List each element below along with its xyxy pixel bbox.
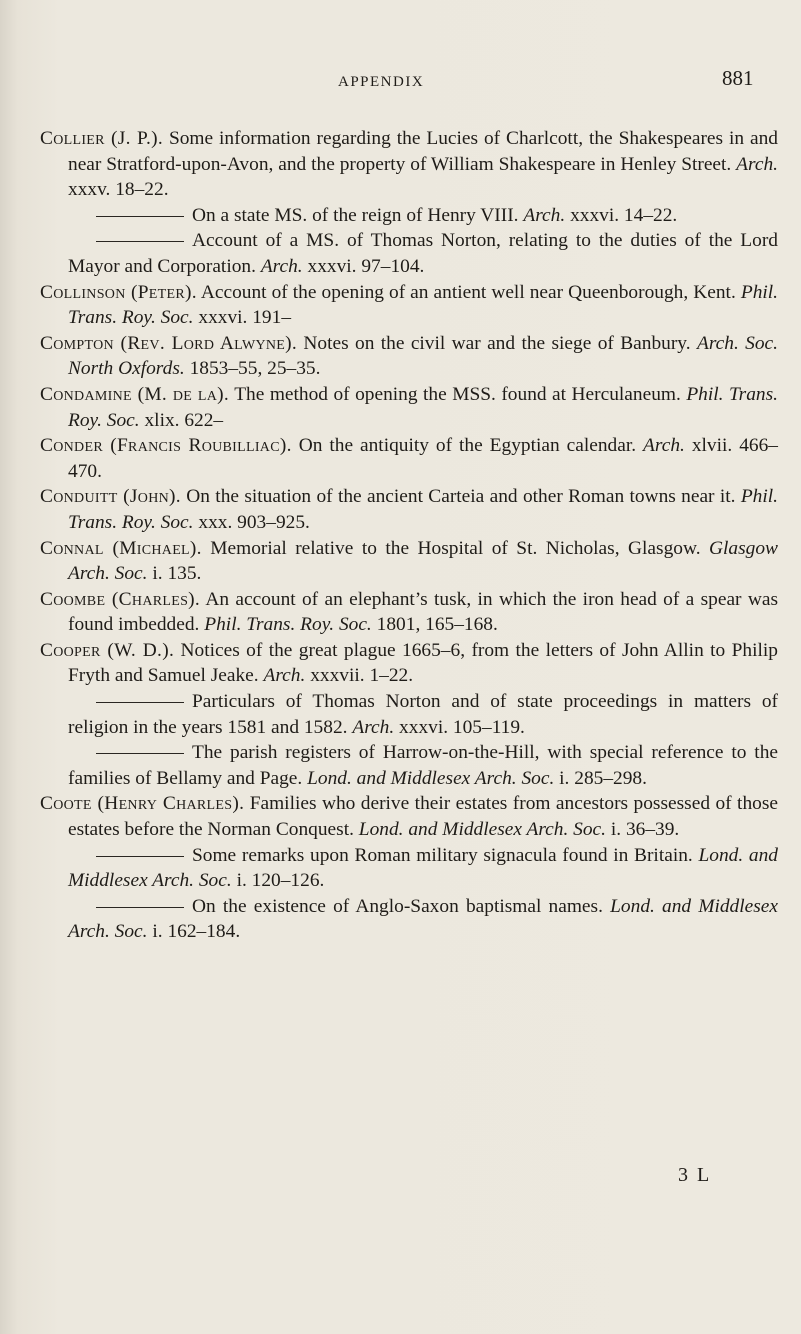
bibliography-entry: [40, 791, 778, 842]
ditto-rule: [96, 856, 184, 857]
entry-reference: i. 120–126.: [236, 870, 325, 892]
entry-title: The method of opening the MSS. found at Herculaneum.: [234, 383, 681, 405]
ditto-rule: [96, 241, 184, 242]
bibliography-entry: [40, 894, 778, 945]
bibliography-entry: [40, 484, 778, 535]
entry-source: Arch.: [523, 204, 566, 226]
ditto-rule: [96, 702, 184, 703]
entry-author: Cooper (W. D.).: [40, 639, 175, 661]
entry-author: Conduitt (John).: [40, 486, 181, 508]
page-number: 881: [722, 66, 754, 90]
entry-author: Collinson (Peter).: [40, 281, 197, 303]
entry-source: Arch.: [736, 153, 778, 175]
ditto-rule: [96, 753, 184, 754]
entry-reference: xxx. 903–925.: [198, 511, 310, 533]
bibliography-entry: [40, 740, 778, 791]
entry-source: Arch.: [643, 435, 685, 457]
entry-title: On the antiquity of the Egyptian calendar.: [298, 435, 637, 457]
entry-reference: 1853–55, 25–35.: [189, 358, 321, 380]
entry-title: Memorial relative to the Hospital of St. Nicholas, Glasgow.: [210, 537, 701, 559]
entry-source: Phil. Trans. Roy. Soc.: [68, 281, 779, 329]
entry-author: Connal (Michael).: [40, 537, 202, 559]
bibliography-entry: [40, 536, 778, 587]
entry-title: Notes on the civil war and the siege of Banbury.: [303, 332, 691, 354]
entry-title: Some remarks upon Roman military signacula found in Britain.: [192, 844, 693, 866]
entry-source: Glasgow Arch. Soc.: [68, 537, 778, 585]
entry-reference: xlix. 622–: [144, 409, 224, 431]
bibliography-entry: [40, 587, 778, 638]
entry-reference: i. 285–298.: [559, 767, 647, 789]
bibliography-entry: [40, 331, 778, 382]
bibliography-entry: [40, 689, 778, 740]
entry-source: Phil. Trans. Roy. Soc.: [204, 614, 372, 636]
signature-mark: 3 L: [678, 1164, 712, 1186]
bibliography-entry: [40, 843, 778, 894]
bibliography-entry: [40, 228, 778, 279]
entry-author: Compton (Rev. Lord Alwyne).: [40, 332, 298, 354]
entry-author: Coombe (Charles).: [40, 588, 201, 610]
entry-source: Arch.: [260, 255, 303, 277]
entry-reference: i. 162–184.: [152, 921, 241, 943]
entry-reference: i. 36–39.: [610, 819, 680, 841]
entry-author: Collier (J. P.).: [40, 128, 163, 149]
entry-title: On the situation of the ancient Carteia and other Roman towns near it.: [186, 486, 736, 508]
bibliography-entry: [40, 280, 778, 331]
entry-reference: i. 135.: [152, 563, 202, 585]
entry-reference: xxxvi. 105–119.: [399, 716, 525, 738]
entry-title: On the existence of Anglo-Saxon baptismal names.: [192, 895, 603, 917]
bibliography-entry: [40, 638, 778, 689]
entry-source: Arch. Soc. North Oxfords.: [68, 332, 778, 380]
entry-reference: xxxv. 18–22.: [68, 179, 169, 201]
bibliography-entry: [40, 126, 778, 203]
entry-title: An account of an elephant’s tusk, in which the iron head of a spear was found imbedded.: [68, 588, 778, 636]
ditto-rule: [96, 216, 184, 217]
ditto-rule: [96, 907, 184, 908]
entry-source: Phil. Trans. Roy. Soc.: [68, 383, 778, 431]
entry-reference: xxxvi. 14–22.: [570, 204, 678, 226]
entry-author: Conder (Francis Roubilliac).: [40, 435, 292, 457]
bibliography-list: [40, 126, 778, 945]
entry-source: Arch.: [352, 716, 395, 738]
entry-source: Arch.: [263, 665, 306, 687]
entry-source: Lond. and Middlesex Arch. Soc.: [358, 819, 606, 841]
entry-title: Families who derive their estates from ancestors possessed of those estates before the Norman Conquest.: [68, 793, 778, 841]
entry-title: Notices of the great plague 1665–6, from the letters of John Allin to Philip Fryth and Samuel Jeake.: [68, 639, 778, 687]
entry-title: On a state MS. of the reign of Henry VIII.: [192, 204, 519, 226]
bibliography-entry: [40, 382, 778, 433]
bibliography-entry: [40, 433, 778, 484]
entry-source: Phil. Trans. Roy. Soc.: [68, 486, 778, 533]
entry-title: Some information regarding the Lucies of Charlcott, the Shakespeares in and near Stratford-upon-Avon, and the property of William Shakespeare in Henley Street.: [68, 128, 778, 175]
entry-source: Lond. and Middlesex Arch. Soc.: [68, 895, 779, 943]
entry-title: The parish registers of Harrow-on-the-Hill, with special reference to the families of Bellamy and Page.: [68, 742, 778, 789]
entry-source: Lond. and Middlesex Arch. Soc.: [307, 767, 555, 789]
entry-reference: 1801, 165–168.: [376, 614, 498, 636]
entry-title: Account of the opening of an antient well near Queenborough, Kent.: [200, 281, 736, 303]
bibliography-entry: [40, 203, 778, 229]
entry-author: Coote (Henry Charles).: [40, 793, 245, 815]
running-header: APPENDIX: [338, 74, 425, 90]
entry-reference: xxxvi. 97–104.: [307, 255, 425, 277]
entry-author: Condamine (M. de la).: [40, 383, 230, 405]
entry-source: Lond. and Middlesex Arch. Soc.: [68, 844, 778, 892]
entry-title: Account of a MS. of Thomas Norton, relating to the duties of the Lord Mayor and Corporation.: [68, 230, 778, 277]
entry-reference: xlvii. 466–470.: [68, 435, 778, 482]
entry-reference: xxxvi. 191–: [198, 307, 292, 329]
entry-reference: xxxvii. 1–22.: [310, 665, 414, 687]
entry-title: Particulars of Thomas Norton and of state proceedings in matters of religion in the years 1581 and 1582.: [68, 691, 778, 738]
